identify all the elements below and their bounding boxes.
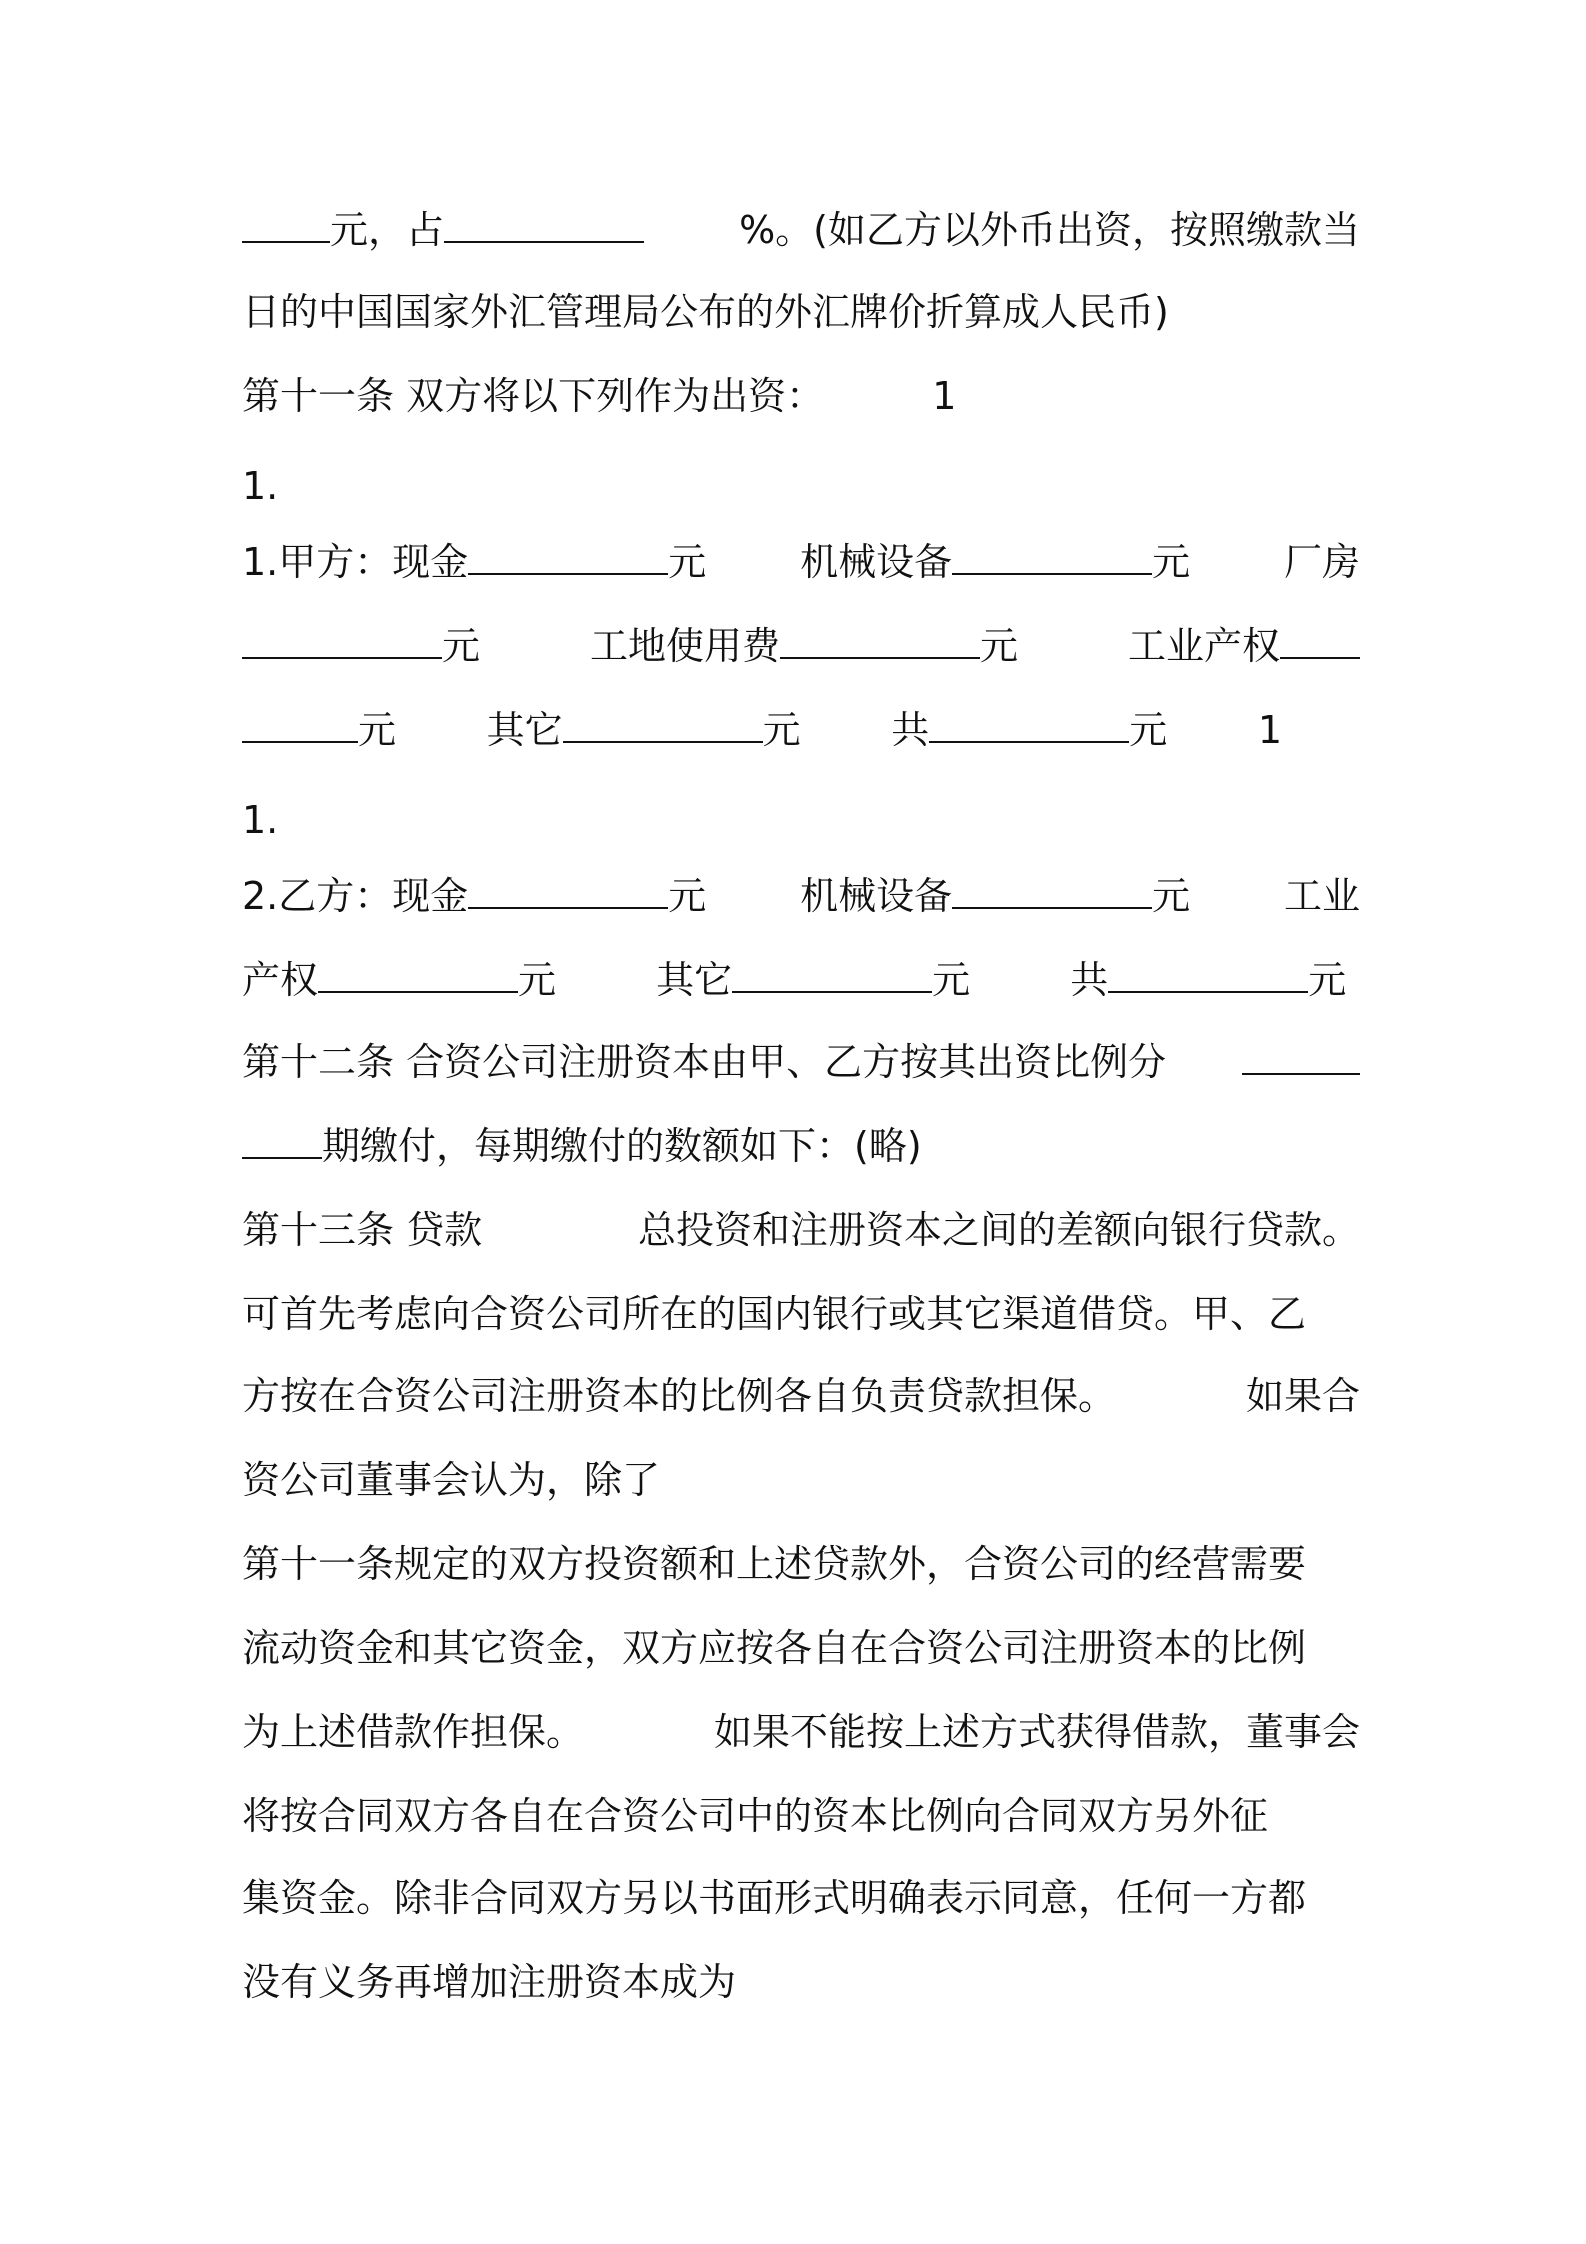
line-text: 如果不能按上述方式获得借款，董事会 (713, 1710, 1360, 1754)
item-label: 共 (891, 708, 930, 752)
line-text: 第十一条规定的双方投资额和上述贷款外，合资公司的经营需要 (242, 1542, 1307, 1586)
line-text: %。(如乙方以外币出资，按照缴款当 (739, 208, 1360, 252)
line-text: 1. (242, 798, 279, 842)
blank-field (1242, 1033, 1360, 1075)
item-label: 机械设备 (800, 540, 953, 584)
line-text: 产权 (242, 958, 319, 1002)
line-text: 资公司董事会认为，除了 (242, 1458, 661, 1502)
blank-field (1280, 617, 1360, 659)
line-text: 可首先考虑向合资公司所在的国内银行或其它渠道借贷。甲、乙 (242, 1292, 1307, 1336)
blank-field (242, 701, 358, 743)
item-label: 工业 (1283, 874, 1360, 918)
line-text: 流动资金和其它资金，双方应按各自在合资公司注册资本的比例 (242, 1626, 1307, 1670)
item-label: 工业产权 (1127, 624, 1280, 668)
line-text: 方按在合资公司注册资本的比例各自负责贷款担保。 (242, 1374, 1117, 1418)
party-b-line-1 (242, 866, 1360, 926)
unit-label: 元 (442, 624, 481, 668)
unit-label: 元 (762, 708, 801, 752)
unit-label: 元 (1152, 874, 1191, 918)
line-text: 期缴付，每期缴付的数额如下：(略) (322, 1124, 922, 1168)
line-text: 1. (242, 464, 279, 508)
text-line-16 (242, 1450, 1360, 1510)
unit-label: 元 (1308, 958, 1347, 1002)
blank-field (468, 533, 668, 575)
blank-field (780, 617, 980, 659)
text-line-18 (242, 1618, 1360, 1678)
blank-field (242, 201, 330, 243)
article-11-heading (242, 366, 1360, 426)
line-text: 第十一条 双方将以下列作为出资： (242, 374, 825, 418)
text-line-8 (242, 790, 1360, 850)
blank-field (1108, 951, 1308, 993)
blank-field (242, 617, 442, 659)
text-line-2 (242, 282, 1360, 342)
text-line-19 (242, 1702, 1360, 1762)
blank-field (952, 867, 1152, 909)
marker-number: 1 (1257, 708, 1282, 752)
unit-label: 元 (518, 958, 557, 1002)
blank-field (563, 701, 763, 743)
blank-field (732, 951, 932, 993)
line-text: 为上述借款作担保。 (242, 1710, 585, 1754)
line-text: 1.甲方：现金 (242, 540, 469, 584)
unit-label: 元 (358, 708, 397, 752)
item-label: 厂房 (1283, 540, 1360, 584)
line-text: 如果合 (1245, 1374, 1360, 1418)
party-a-line-3 (242, 700, 1282, 760)
text-line-15 (242, 1366, 1360, 1426)
unit-label: 元 (1152, 540, 1191, 584)
text-line-12 (242, 1116, 1360, 1176)
unit-label: 元 (980, 624, 1019, 668)
text-line-22 (242, 1952, 1360, 2012)
text-line-4 (242, 456, 1360, 516)
unit-label: 元 (668, 540, 707, 584)
article-12-heading (242, 1032, 1360, 1092)
blank-field (952, 533, 1152, 575)
line-text: 2.乙方：现金 (242, 874, 469, 918)
marker-number: 1 (932, 374, 957, 418)
item-label: 共 (1070, 958, 1109, 1002)
text-line-17 (242, 1534, 1360, 1594)
text-line-21 (242, 1868, 1360, 1928)
line-text: 总投资和注册资本之间的差额向银行贷款。 (637, 1208, 1360, 1252)
blank-field (444, 201, 644, 243)
text-line-1 (242, 200, 1360, 260)
line-text: 元，占 (330, 208, 445, 252)
text-line-20 (242, 1786, 1360, 1846)
blank-field (318, 951, 518, 993)
blank-field (242, 1117, 322, 1159)
unit-label: 元 (932, 958, 971, 1002)
unit-label: 元 (668, 874, 707, 918)
line-text: 日的中国国家外汇管理局公布的外汇牌价折算成人民币) (242, 290, 1169, 334)
article-13-heading (242, 1200, 1360, 1260)
line-text: 第十三条 贷款 (242, 1208, 483, 1252)
party-a-line-1 (242, 532, 1360, 592)
item-label: 机械设备 (800, 874, 953, 918)
blank-field (929, 701, 1129, 743)
item-label: 工地使用费 (589, 624, 780, 668)
blank-field (468, 867, 668, 909)
party-a-line-2 (242, 616, 1360, 676)
item-label: 其它 (486, 708, 563, 752)
line-text: 第十二条 合资公司注册资本由甲、乙方按其出资比例分 (242, 1040, 1167, 1084)
party-b-line-2 (242, 950, 1360, 1010)
line-text: 集资金。除非合同双方另以书面形式明确表示同意，任何一方都 (242, 1876, 1307, 1920)
line-text: 将按合同双方各自在合资公司中的资本比例向合同双方另外征 (242, 1794, 1269, 1838)
text-line-14 (242, 1284, 1360, 1344)
line-text: 没有义务再增加注册资本成为 (242, 1960, 737, 2004)
item-label: 其它 (656, 958, 733, 1002)
unit-label: 元 (1129, 708, 1168, 752)
